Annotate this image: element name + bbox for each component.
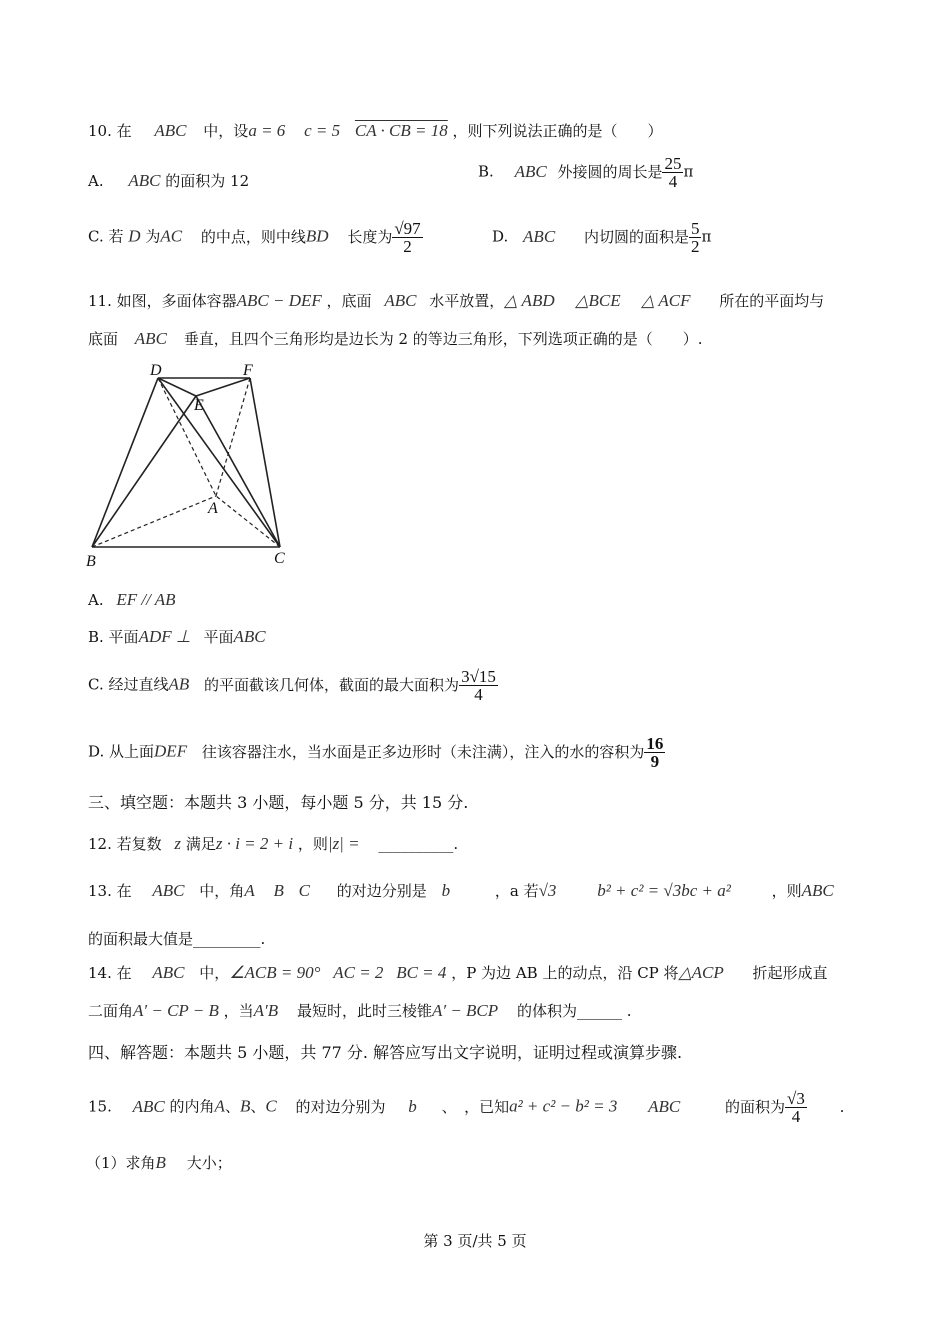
q14-text: ，当 [223,1002,254,1020]
q15-angle-b: B [239,1096,251,1116]
q14-text: 二面角 [88,1002,134,1020]
q13-stem-line2: 的面积最大值是_________. [88,930,266,948]
q14-text: 中， [199,964,230,982]
q14-triangle-acp: △ACP [678,963,724,982]
option-text: 的平面截该几何体，截面的最大面积为 [204,675,460,694]
numerator: 25 [664,154,682,173]
q14-ab: A′B [253,1001,279,1020]
q10-option-b [478,155,693,190]
q14-stem-line2 [88,1000,631,1021]
q15-triangle2: ABC [648,1096,681,1116]
label-f: F [243,362,253,379]
q15-text: 的内角 [169,1097,215,1116]
q15-text: 、 ，已知 [441,1097,510,1116]
option-math: ABC [128,171,161,190]
option-label: B. [478,162,494,181]
option-math: AC [160,226,183,246]
q15-sub-var: B [155,1153,166,1172]
option-label: D. 从上面 [88,742,155,761]
q13-equation: b² + c² = √3bc + a² [597,881,731,900]
q13-text: 的对边分别是 [336,882,427,900]
q12-equation: z · i = 2 + i [215,834,294,853]
denominator: 9 [650,752,660,771]
q10-tail: ，则下列说法正确的是（ ） [452,122,663,140]
q13-stem-line1 [88,880,834,901]
label-d: D [150,362,162,379]
q15-text: 的对边分别为 [295,1097,386,1116]
option-text: 内切圆的面积是 [583,227,689,246]
q11-text: 垂直，且四个三角形均是边长为 2 的等边三角形，下列选项正确的是（ ）. [183,330,703,348]
fraction [392,220,422,255]
option-math: BD [305,226,329,246]
fraction [662,155,683,190]
q11-option-c [88,668,498,703]
pi-symbol: π [701,227,712,246]
q13-angle-c: C [298,881,310,900]
edge-da-hidden [158,378,216,496]
option-text: 为 [145,227,161,246]
q12-text: 12. 若复数 [88,835,162,853]
q15-side-b: b [408,1096,417,1116]
q11-triangle-abd: △ ABD [504,291,555,310]
q14-triangle: ABC [152,963,185,982]
q10-option-d [492,220,711,255]
q12-blank: __________. [378,835,459,853]
q12-var: z [174,834,182,853]
fraction [644,735,665,770]
fraction [689,220,702,255]
option-label: B. 平面 [88,628,139,646]
option-math: ADF ⊥ [138,627,191,646]
q13-text: ，则 [771,882,802,900]
q15-angle-c: C [265,1096,277,1116]
q14-text: 折起形成直 [752,964,828,982]
q11-base: ABC [384,291,417,310]
q14-dihedral: A′ − CP − B [133,1001,219,1020]
q15-triangle: ABC [132,1096,165,1116]
q14-text: 的体积为______ . [516,1002,632,1020]
denominator: 4 [668,172,678,191]
section-fill-in-heading: 三、填空题：本题共 3 小题，每小题 5 分，共 15 分. [88,793,469,812]
option-math: ABC [233,627,266,646]
q10-option-a [88,170,249,191]
option-label: C. 若 [88,227,124,246]
numerator: 16 [646,734,664,753]
option-text: 的中点，则中线 [200,227,306,246]
q12-abs: |z| = [327,834,360,853]
q15-sep: 、 [224,1097,240,1116]
option-math: D [128,226,141,246]
q10-text: 中，设 [203,122,249,140]
q15-text: 的面积为 [725,1097,786,1116]
label-c: C [274,550,285,567]
q11-text: 所在的平面均与 [719,292,825,310]
option-math: ABC [514,161,547,181]
q12-stem [88,833,458,854]
q15-sub1 [86,1152,232,1173]
q13-angle-a: A [244,881,255,900]
q11-stem-line2 [88,328,703,349]
q12-text: 满足 [185,835,216,853]
q11-text: ，底面 [326,292,372,310]
q14-bc: BC = 4 [396,963,447,982]
option-text: 平面 [203,628,234,646]
q13-side-b: b [441,881,451,900]
page-footer: 第 3 页/共 5 页 [423,1232,527,1250]
fraction [459,668,498,703]
q14-text: ，P 为边 AB 上的动点，沿 CP 将 [451,964,679,982]
option-label: D. [492,227,509,246]
edge-ef [196,378,250,396]
q14-text: 14. 在 [88,964,132,982]
q15-stem [88,1090,844,1125]
q10-cond-dot: CA · CB = 18 [354,121,448,140]
q11-option-b [88,626,266,647]
q11-text: 11. 如图，多面体容器 [88,292,237,310]
q15-sep: 、 [250,1097,266,1116]
denominator: 4 [791,1107,801,1126]
q14-stem-line1 [88,962,828,983]
polyhedron-figure [80,360,310,575]
q11-option-a [88,590,176,610]
q11-option-d [88,735,665,770]
option-math: AB [168,674,190,694]
q14-pyramid: A′ − BCP [431,1001,499,1020]
edge-dc-front [158,378,280,547]
q13-text: 13. 在 [88,882,132,900]
q15-text: 15. [88,1097,112,1116]
numerator: 3√15 [461,667,496,686]
numerator: 5 [690,219,700,238]
q11-polyhedron: ABC − DEF [236,291,322,310]
pi-symbol: π [683,162,694,181]
option-math: ABC [523,226,556,246]
q11-text: 水平放置， [429,292,505,310]
q13-text: ，a 若 [494,882,539,900]
option-math: EF // AB [116,590,176,609]
q14-text: 最短时，此时三棱锥 [296,1002,432,1020]
q10-triangle: ABC [154,121,187,140]
option-text: 外接圆的周长是 [557,162,663,181]
q13-triangle: ABC [152,881,185,900]
option-label: C. 经过直线 [88,675,169,694]
q15-end: . [839,1097,845,1116]
q15-sub-text: 大小； [186,1154,232,1172]
label-b: B [86,553,96,570]
q13-text: 中，角 [199,882,245,900]
option-math: DEF [154,741,188,761]
q11-text: 底面 [88,330,119,348]
fraction [785,1090,807,1125]
q11-base: ABC [134,329,167,348]
q15-equation: a² + c² − b² = 3 [509,1096,618,1116]
q10-stem [88,120,663,141]
label-e: E [194,397,204,414]
edge-fa-hidden [216,378,250,496]
q10-option-c [88,220,423,255]
label-a: A [208,500,218,517]
section-solve-heading: 四、解答题：本题共 5 小题，共 77 分. 解答应写出文字说明，证明过程或演算步骤. [88,1043,683,1062]
numerator: √3 [787,1089,805,1108]
q14-angle: ∠ACB = 90° [229,963,321,982]
option-text: 的面积为 12 [165,172,250,190]
option-text: 往该容器注水，当水面是正多边形时（未注满），注入的水的容积为 [201,742,645,761]
q10-cond-c: c = 5 [304,121,341,140]
denominator: 4 [474,685,483,704]
edge-be [92,396,196,547]
denominator: 2 [690,237,700,256]
option-text: 长度为 [347,227,393,246]
edge-ba-hidden [92,496,216,547]
q10-number: 10. 在 [88,122,132,140]
edge-bd [92,378,158,547]
option-label: A. [88,591,104,609]
q12-text: ，则 [297,835,328,853]
numerator: √97 [394,219,421,238]
q11-stem-line1 [88,290,824,311]
q11-triangle-acf: △ ACF [641,291,691,310]
q10-cond-a: a = 6 [248,121,286,140]
q14-ac: AC = 2 [333,963,384,982]
q13-sqrt3: √3 [538,881,557,900]
q15-sub-text: （1）求角 [86,1154,156,1172]
q15-angle-a: A [214,1096,225,1116]
q13-angle-b: B [273,881,284,900]
option-label: A. [88,172,104,190]
denominator: 2 [403,237,412,256]
q11-triangle-bce: △BCE [575,291,621,310]
q13-triangle2: ABC [801,881,834,900]
